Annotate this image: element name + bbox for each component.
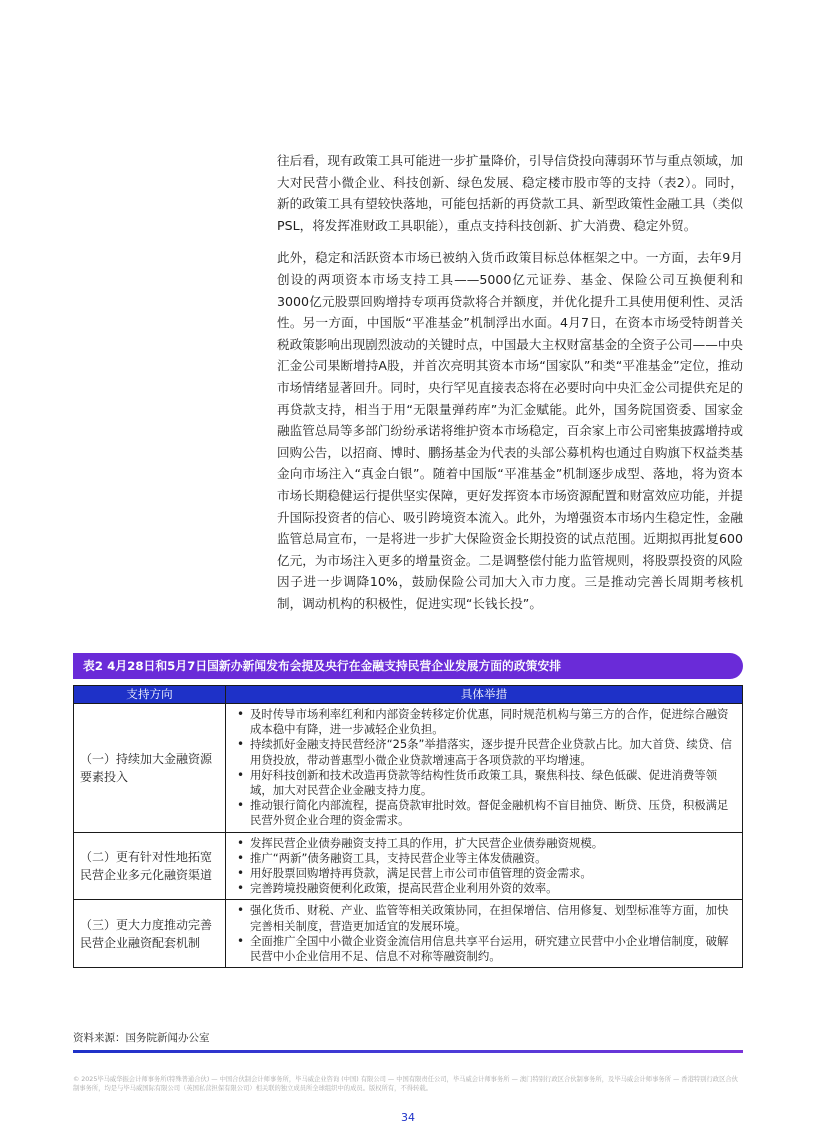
measure-item: • 推动银行简化内部流程，提高贷款审批时效。督促金融机构不盲目抽贷、断贷、压贷，积极满足民营外贸企业合理的资金需求。 — [236, 798, 738, 828]
measure-item: • 强化货币、财税、产业、监管等相关政策协同，在担保增信、信用修复、划型标准等方面，加快完善相关制度，营造更加适宜的发展环境。 — [236, 903, 738, 933]
measure-list — [236, 903, 738, 964]
body-text — [277, 150, 743, 625]
direction-cell: （二）更有针对性地拓宽民营企业多元化融资渠道 — [74, 832, 226, 900]
measure-list — [236, 836, 738, 897]
measure-item: • 用好股票回购增持再贷款，满足民营上市公司市值管理的资金需求。 — [236, 866, 738, 881]
page-number: 34 — [401, 1111, 415, 1124]
direction-cell: （三）更大力度推动完善民营企业融资配套机制 — [74, 900, 226, 968]
table-source-note: 资料来源：国务院新闻办公室 — [73, 1032, 210, 1044]
measure-item: • 发挥民营企业债券融资支持工具的作用，扩大民营企业债券融资规模。 — [236, 836, 738, 851]
measure-item: • 推广“两新”债务融资工具，支持民营企业等主体发债融资。 — [236, 851, 738, 866]
table-row — [74, 704, 743, 833]
table-row — [74, 832, 743, 900]
copyright-notice: © 2025毕马威华振会计师事务所(特殊普通合伙) — 中国合伙制会计师事务所，毕马威企业咨询 (中国) 有限公司 — 中国有限责任公司，毕马威会计师事务所 — 澳门特别行政区合伙制事务所，及毕马威会计师事务所 — 香港特别行政区合伙制事务所，均是与毕马威国际有限公司（英国私营担保有限公司）相关联的独立成员所全球组织中的成员。版权所有，不得转载。 — [73, 1076, 738, 1092]
measure-item: • 及时传导市场利率红利和内部资金转移定价优惠，同时规范机构与第三方的合作，促进综合融资成本稳中有降，进一步减轻企业负担。 — [236, 707, 738, 737]
table-row — [74, 900, 743, 968]
measures-cell — [226, 832, 743, 900]
column-header-direction: 支持方向 — [74, 686, 226, 704]
body-paragraph-2: 此外，稳定和活跃资本市场已被纳入货币政策目标总体框架之中。一方面，去年9月创设的两项资本市场支持工具——5000亿元证券、基金、保险公司互换便利和3000亿元股票回购增持专项再贷款将合并额度，并优化提升工具使用便利性、灵活性。另一方面，中国版“平准基金”机制浮出水面。4月7日，在资本市场受特朗普关税政策影响出现剧烈波动的关键时点，中国最大主权财富基金的全资子公司——中央汇金公司果断增持A股，并首次亮明其资本市场“国家队”和类“平准基金”定位，推动市场情绪显著回升。同时，央行罕见直接表态将在必要时向中央汇金公司提供充足的再贷款支持，相当于用“无限量弹药库”为汇金赋能。此外，国务院国资委、国家金融监管总局等多部门纷纷承诺将维护资本市场稳定，百余家上市公司密集披露增持或回购公告，以招商、博时、鹏扬基金为代表的头部公募机构也通过自购旗下权益类基金向市场注入“真金白银”。随着中国版“平准基金”机制逐步成型、落地，将为资本市场长期稳健运行提供坚实保障，更好发挥资本市场资源配置和财富效应功能，并提升国际投资者的信心、吸引跨境资本流入。此外，为增强资本市场内生稳定性，金融监管总局宣布，一是将进一步扩大保险资金长期投资的试点范围。近期拟再批复600亿元，为市场注入更多的增量资金。二是调整偿付能力监管规则，将股票投资的风险因子进一步调降10%，鼓励保险公司加大入市力度。三是推动完善长周期考核机制，调动机构的积极性，促进实现“长钱长投”。 — [277, 250, 743, 611]
body-paragraph-1: 往后看，现有政策工具可能进一步扩量降价，引导信贷投向薄弱环节与重点领域，加大对民营小微企业、科技创新、绿色发展、稳定楼市股市等的支持（表2）。同时，新的政策工具有望较快落地，可能包括新的再贷款工具、新型政策性金融工具（类似PSL，将发挥准财政工具职能），重点支持科技创新、扩大消费、稳定外贸。 — [277, 153, 743, 233]
footer-divider — [73, 1050, 743, 1053]
direction-cell: （一）持续加大金融资源要素投入 — [74, 704, 226, 833]
measures-cell — [226, 704, 743, 833]
measures-cell — [226, 900, 743, 968]
measure-item: • 持续抓好金融支持民营经济“25条”举措落实，逐步提升民营企业贷款占比。加大首贷、续贷、信用贷投放，带动普惠型小微企业贷款增速高于各项贷款的平均增速。 — [236, 737, 738, 767]
measure-item: • 用好科技创新和技术改造再贷款等结构性货币政策工具，聚焦科技、绿色低碳、促进消费等领域，加大对民营企业金融支持力度。 — [236, 768, 738, 798]
table-title-banner: 表2 4月28日和5月7日国新办新闻发布会提及央行在金融支持民营企业发展方面的政策安排 — [73, 653, 743, 679]
measure-list — [236, 707, 738, 829]
measure-item: • 完善跨境投融资便利化政策，提高民营企业利用外资的效率。 — [236, 881, 738, 896]
column-header-measures: 具体举措 — [226, 686, 743, 704]
table-header-row — [74, 686, 743, 704]
policy-table — [73, 685, 743, 968]
measure-item: • 全面推广全国中小微企业资金流信用信息共享平台运用，研究建立民营中小企业增信制度，破解民营中小企业信用不足、信息不对称等融资制约。 — [236, 934, 738, 964]
